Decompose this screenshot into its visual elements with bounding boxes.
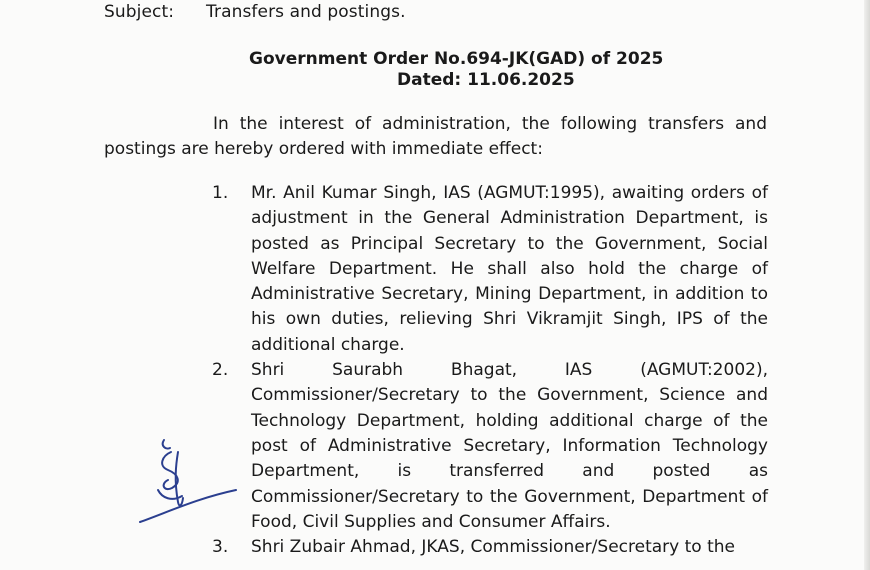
item-text: Shri Zubair Ahmad, JKAS, Commissioner/Secretary to the bbox=[251, 537, 735, 558]
item-number: 1. bbox=[212, 183, 229, 203]
subject-text: Transfers and postings. bbox=[206, 2, 406, 22]
order-date: Dated: 11.06.2025 bbox=[397, 70, 575, 90]
item-text: Mr. Anil Kumar Singh, IAS (AGMUT:1995), awaiting orders of adjustment in the General Administration Department, is posted as Principal Secretary to the Government, Social Welfare Department. He shall also hold the charge of Administrative Secretary, Mining Department, in addition to his own duties, relieving Shri Vikramjit Singh, IPS of the additional charge. bbox=[251, 183, 768, 355]
subject-label: Subject: bbox=[104, 2, 175, 22]
order-items-list bbox=[212, 181, 768, 560]
intro-paragraph: In the interest of administration, the following transfers and postings are hereby ordered with immediate effect: bbox=[104, 114, 767, 159]
signature-icon bbox=[138, 432, 238, 528]
list-item bbox=[212, 181, 768, 358]
subject-line bbox=[104, 2, 406, 22]
item-number: 3. bbox=[212, 537, 229, 558]
page-edge bbox=[864, 0, 870, 570]
order-title: Government Order No.694-JK(GAD) of 2025 bbox=[249, 49, 664, 69]
item-number: 2. bbox=[212, 360, 229, 381]
list-item bbox=[212, 358, 768, 535]
list-item bbox=[212, 535, 768, 560]
item-text: Shri Saurabh Bhagat, IAS (AGMUT:2002), Commissioner/Secretary to the Government, Science and Technology Department, holding additional charge of the post of Administrative Secretary, Information Technology Department, is transferred and posted as Commissioner/Secretary to the Government, Department of Food, Civil Supplies and Consumer Affairs. bbox=[251, 360, 768, 532]
